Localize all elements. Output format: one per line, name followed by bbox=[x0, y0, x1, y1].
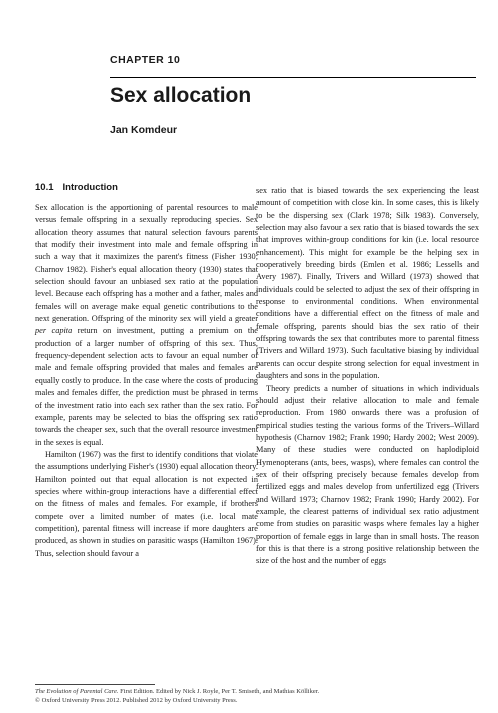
paragraph bbox=[35, 202, 258, 449]
book-title: The Evolution of Parental Care. bbox=[35, 688, 119, 695]
paragraph: Hamilton (1967) was the first to identify conditions that violate the assumptions underlying Fisher's (1930) equal allocation theory. Hamilton pointed out that equal allocation is not expected in species where within-group interactions have a differential effect on the fitness of males and females. For example, if brothers compete over a limited number of mates (i.e. local mate competition), parental fitness will increase if more daughters are produced, as shown in studies on parasitic wasps (Hamilton 1967). Thus, selection should favour a bbox=[35, 449, 258, 558]
right-column bbox=[256, 185, 479, 568]
section-heading bbox=[35, 182, 258, 194]
chapter-title: Sex allocation bbox=[110, 84, 252, 107]
paragraph-text: Sex allocation is the apportioning of parental resources to male versus female offspring in a sexually reproducing species. Sex allocation theory assumes that natural selection favours parents that modify their investment into male and female offspring in such a way that it maximizes the parent's fitness (Fisher 1930; Charnov 1982). Fisher's equal allocation theory (1930) states that selection should favour an unbiased sex ratio at the population level. Because each offspring has a mother and a father, males and females will on average make equal genetic contributions to the next generation. Offspring of the minority sex will yield a greater bbox=[35, 203, 258, 324]
chapter-label: CHAPTER 10 bbox=[110, 54, 181, 66]
footer-line-1 bbox=[35, 687, 475, 696]
italic-term: per capita bbox=[35, 326, 73, 336]
footer-line-2: © Oxford University Press 2012. Published 2012 by Oxford University Press. bbox=[35, 697, 238, 704]
footer-edition: First Edition. Edited by Nick J. Royle, Per T. Smiseth, and Mathias Kölliker. bbox=[120, 688, 320, 695]
section-number: 10.1 bbox=[35, 182, 54, 193]
paragraph: Theory predicts a number of situations in which individuals should adjust their relative allocation to male and female reproduction. From 1980 onwards there was a profusion of empirical studies testing the various forms of the Trivers–Willard hypothesis (Charnov 1982; Frank 1990; Hardy 2002; West 2009). Many of these studies were conducted on haplodiploid Hymenopterans (ants, bees, wasps), where females can control the sex of their offspring precisely because females develop from fertilized eggs and males develop from unfertilized egg (Trivers and Willard 1973; Charnov 1982; Frank 1990; Hardy 2002). For example, the clearest patterns of individual sex ratio adjustment come from studies on parasitic wasps where females lay a higher proportion of female eggs in large than in small hosts. The reason for this is that there is a strong positive relationship between the size of the host and the number of eggs bbox=[256, 383, 479, 566]
paragraph-text: return on investment, putting a premium on the production of a larger number of offspring of this sex. Thus, frequency-dependent selection acts to favour an equal number of male and female offspring provided that males and females are equally costly to produce. In the case where the costs of producing males and females differ, the prediction must be phrased in terms of the investment ratio into each sex rather than the sex ratio. For example, parents may be selected to bias the offspring sex ratio towards the cheaper sex, such that the overall resource investment in the sexes is equal. bbox=[35, 326, 258, 447]
paragraph: sex ratio that is biased towards the sex experiencing the least amount of competition with close kin. In some cases, this is likely to be the dispersing sex (Clark 1978; Silk 1983). Conversely, selection may also favour a sex ratio that is biased towards the sex that improves within-group conditions for kin (i.e. local resource enhancement). This might for example be the helping sex in cooperatively breeding birds (Emlen et al. 1986; Lessells and Avery 1987). Finally, Trivers and Willard (1973) showed that individuals could be selected to adjust the sex of their offspring in response to environmental conditions. When environmental conditions have a differential effect on the fitness of male and female offspring, parents should bias the sex ratio of their offspring towards the sex that contributes more to parental fitness (Trivers and Willard 1973). Such facultative biasing by individual parents can occur despite strong selection for equal investment in daughters and sons in the population. bbox=[256, 186, 479, 381]
left-column bbox=[35, 182, 258, 560]
footer-rule bbox=[35, 684, 155, 685]
section-title: Introduction bbox=[62, 182, 118, 193]
chapter-author: Jan Komdeur bbox=[110, 124, 178, 136]
chapter-rule bbox=[110, 77, 476, 78]
footer-note bbox=[35, 687, 475, 705]
